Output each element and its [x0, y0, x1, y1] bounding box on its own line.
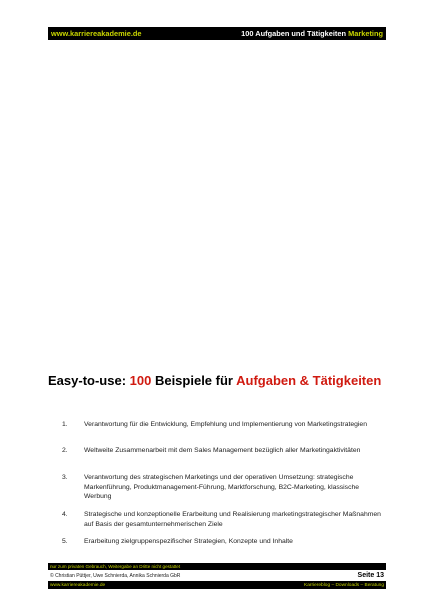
list-item	[62, 473, 382, 502]
footer-links[interactable]: Karriereblog – Downloads – Beratung	[304, 582, 384, 588]
header-title-highlight: Marketing	[348, 29, 383, 38]
list-item	[62, 446, 382, 456]
list-item-number: 3.	[62, 474, 68, 481]
footer-copyright-row	[48, 572, 386, 579]
section-title-highlight: Aufgaben & Tätigkeiten	[236, 373, 382, 388]
list-item-number: 1.	[62, 421, 68, 428]
page-number: Seite 13	[357, 572, 384, 579]
footer-copyright: © Christian Püttjer, Uwe Schnierda, Annika Schnierda GbR	[50, 573, 181, 579]
footer-url[interactable]: www.karriereakademie.de	[50, 582, 106, 588]
page-header	[48, 27, 386, 40]
list-item-number: 4.	[62, 511, 68, 518]
footer-note: nur zum privaten Gebrauch, Weitergabe an Dritte nicht gestattet	[48, 563, 386, 570]
list-item	[62, 420, 382, 430]
list-item-number: 5.	[62, 538, 68, 545]
header-url[interactable]: www.karriereakademie.de	[51, 29, 142, 38]
list-item-text: Weltweite Zusammenarbeit mit dem Sales Management bezüglich aller Marketingaktivitäten	[84, 447, 361, 454]
header-title	[241, 29, 383, 38]
section-title-number: 100	[129, 373, 152, 388]
footer-bottom-bar	[48, 581, 386, 589]
list-item-number: 2.	[62, 447, 68, 454]
list-item-text: Strategische und konzeptionelle Erarbeitung und Realisierung marketingstrategischer Maßnahmen auf Basis der gesamtunternehmerischen Ziele	[84, 511, 381, 528]
section-title-part1: Easy-to-use:	[48, 373, 130, 388]
list-item-text: Verantwortung des strategischen Marketings und der operativen Umsetzung: strategische Markenführung, Produktmanagement-Führung, Marktforschung, B2C-Marketing, klassische Werbung	[84, 474, 360, 501]
section-title-part2: Beispiele für	[151, 373, 237, 388]
list-item	[62, 537, 382, 547]
list-item	[62, 510, 382, 529]
header-title-main: 100 Aufgaben und Tätigkeiten	[241, 29, 349, 38]
section-title	[48, 373, 388, 388]
list-item-text: Verantwortung für die Entwicklung, Empfehlung und Implementierung von Marketingstrategien	[84, 421, 367, 428]
list-item-text: Erarbeitung zielgruppenspezifischer Strategien, Konzepte und Inhalte	[84, 538, 293, 545]
